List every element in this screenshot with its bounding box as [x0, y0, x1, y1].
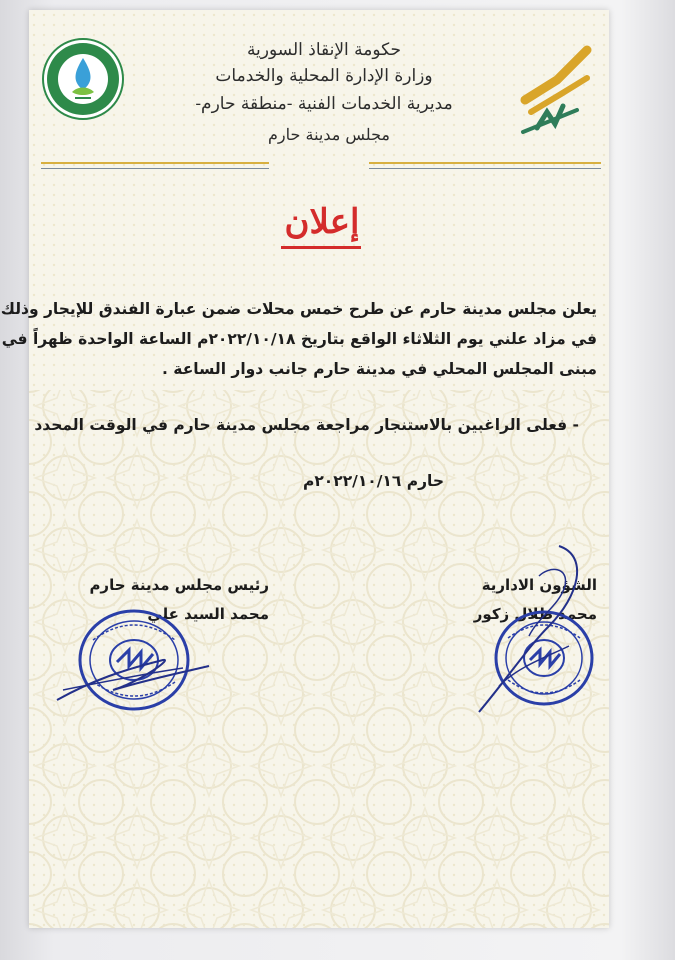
header-rule-right — [369, 162, 601, 164]
announcement-line-3: مبنى المجلس المحلي في مدينة حارم جانب دوار الساعة . — [162, 360, 597, 378]
title-underline — [281, 246, 361, 249]
announcement-date: حارم ٢٠٢٢/١٠/١٦م — [302, 472, 444, 490]
announcement-note: - فعلى الراغبين بالاستنجار مراجعة مجلس مدينة حارم في الوقت المحدد — [34, 416, 579, 434]
soria-wordmark-icon — [517, 40, 595, 135]
directorate-name: مديرية الخدمات الفنية -منطقة حارم- — [195, 94, 453, 114]
government-name: حكومة الإنقاذ السورية — [246, 40, 402, 60]
announcement-title: إعلان — [284, 202, 360, 242]
council-name: مجلس مدينة حارم — [268, 125, 390, 144]
letterhead — [29, 10, 609, 190]
admin-affairs-title: الشؤون الادارية — [481, 576, 597, 594]
header-rule-right-thin — [369, 168, 601, 169]
announcement-document — [0, 10, 609, 928]
header-rule-left — [41, 162, 269, 164]
council-head-title: رئيس مجلس مدينة حارم — [89, 576, 269, 594]
announcement-line-1: يعلن مجلس مدينة حارم عن طرح خمس محلات ضمن عبارة الفندق للإيجار وذلك — [0, 300, 597, 318]
header-rule-left-thin — [41, 168, 269, 169]
ministry-seal-icon — [42, 38, 124, 120]
council-head-name: محمد السيد علي — [147, 605, 269, 623]
admin-affairs-signature — [469, 536, 599, 716]
admin-affairs-name: محمد طلال زكور — [473, 605, 597, 623]
announcement-line-2: في مزاد علني يوم الثلاثاء الواقع بتاريخ ٢٠٢٢/١٠/١٨م الساعة الواحدة ظهراً في — [1, 330, 597, 348]
ministry-name: وزارة الإدارة المحلية والخدمات — [215, 66, 433, 86]
council-head-signature — [53, 630, 213, 710]
